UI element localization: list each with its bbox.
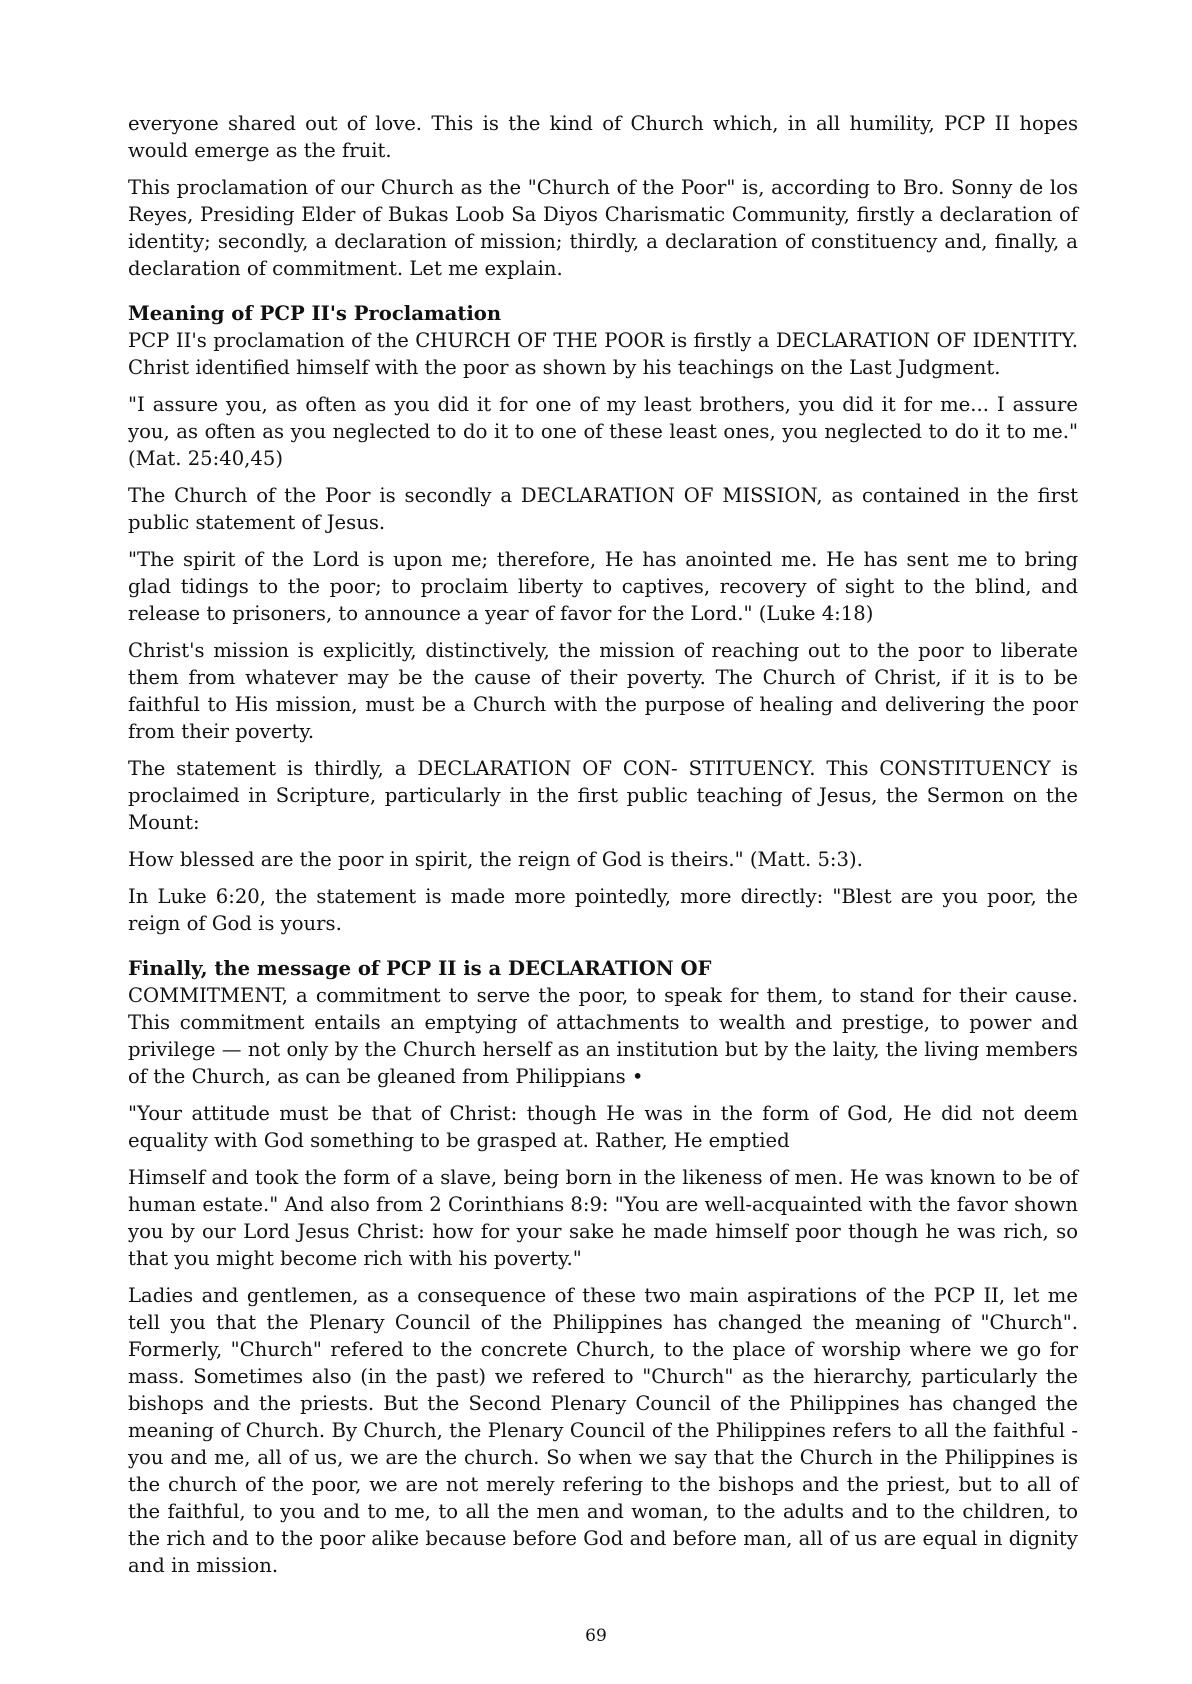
quote-paragraph: How blessed are the poor in spirit, the reign of God is theirs." (Matt. 5:3). bbox=[128, 848, 863, 871]
paragraph: Christ's mission is explicitly, distinctively, the mission of reaching out to the poor to liberate them from whatever may be the cause of their poverty. The Church of Christ, if it is to be faithful to His mission, must be a Church with the purpose of healing and delivering the poor from their poverty. bbox=[128, 639, 1078, 743]
paragraph: This proclamation of our Church as the "Church of the Poor" is, according to Bro. Sonny de los Reyes, Presiding Elder of Bukas Loob Sa Diyos Charismatic Community, firstly a declaration of identity; secondly, a declaration of mission; thirdly, a declaration of constituency and, finally, a declaration of commitment. Let me explain. bbox=[128, 176, 1078, 280]
paragraph: PCP II's proclamation of the CHURCH OF THE POOR is firstly a DECLARATION OF IDENTITY. Christ identified himself with the poor as shown by his teachings on the Last Judgment. bbox=[128, 329, 1078, 379]
quote-paragraph: "The spirit of the Lord is upon me; therefore, He has anointed me. He has sent me to bring glad tidings to the poor; to proclaim liberty to captives, recovery of sight to the blind, and release to prisoners, to announce a year of favor for the Lord." (Luke 4:18) bbox=[128, 548, 1078, 625]
paragraph: The Church of the Poor is secondly a DECLARATION OF MISSION, as contained in the first public statement of Jesus. bbox=[128, 484, 1078, 534]
quote-paragraph: "Your attitude must be that of Christ: though He was in the form of God, He did not deem equality with God something to be grasped at. Rather, He emptied bbox=[128, 1102, 1078, 1152]
paragraph: Himself and took the form of a slave, being born in the likeness of men. He was known to be of human estate." And also from 2 Corinthians 8:9: "You are well-acquainted with the favor shown you by our Lord Jesus Christ: how for your sake he made himself poor though he was rich, so that you might become rich with his poverty." bbox=[128, 1166, 1078, 1270]
quote-paragraph: "I assure you, as often as you did it for one of my least brothers, you did it for me... I assure you, as often as you neglected to do it to one of these least ones, you neglected to do it to me." (Mat. 25:40,45) bbox=[128, 393, 1078, 470]
page-number: 69 bbox=[585, 1626, 607, 1646]
paragraph: Ladies and gentlemen, as a consequence of these two main aspirations of the PCP II, let me tell you that the Plenary Council of the Philippines has changed the meaning of "Church". Formerly, "Church" refered to the concrete Church, to the place of worship where we go for mass. Sometimes also (in the past) we refered to "Church" as the hierarchy, particularly the bishops and the priests. But the Second Plenary Council of the Philippines has changed the meaning of Church. By Church, the Plenary Council of the Philippines refers to all the faithful - you and me, all of us, we are the church. So when we say that the Church in the Philippines is the church of the poor, we are not merely refering to the bishops and the priest, but to all of the faithful, to you and to me, to all the men and woman, to the adults and to the children, to the rich and to the poor alike because before God and before man, all of us are equal in dignity and in mission. bbox=[128, 1284, 1078, 1577]
paragraph: In Luke 6:20, the statement is made more pointedly, more directly: "Blest are you poor, the reign of God is yours. bbox=[128, 885, 1078, 935]
section-heading: Finally, the message of PCP II is a DECLARATION OF bbox=[128, 957, 712, 980]
paragraph: COMMITMENT, a commitment to serve the poor, to speak for them, to stand for their cause. This commitment entails an emptying of attachments to wealth and prestige, to power and privilege — not only by the Church herself as an institution but by the laity, the living members of the Church, as can be gleaned from Philippians • bbox=[128, 984, 1078, 1088]
paragraph: The statement is thirdly, a DECLARATION OF CON- STITUENCY. This CONSTITUENCY is proclaimed in Scripture, particularly in the first public teaching of Jesus, the Sermon on the Mount: bbox=[128, 757, 1078, 834]
document-page bbox=[128, 110, 1078, 1589]
section-heading: Meaning of PCP II's Proclamation bbox=[128, 302, 502, 325]
paragraph: everyone shared out of love. This is the kind of Church which, in all humility, PCP II hopes would emerge as the fruit. bbox=[128, 112, 1078, 162]
